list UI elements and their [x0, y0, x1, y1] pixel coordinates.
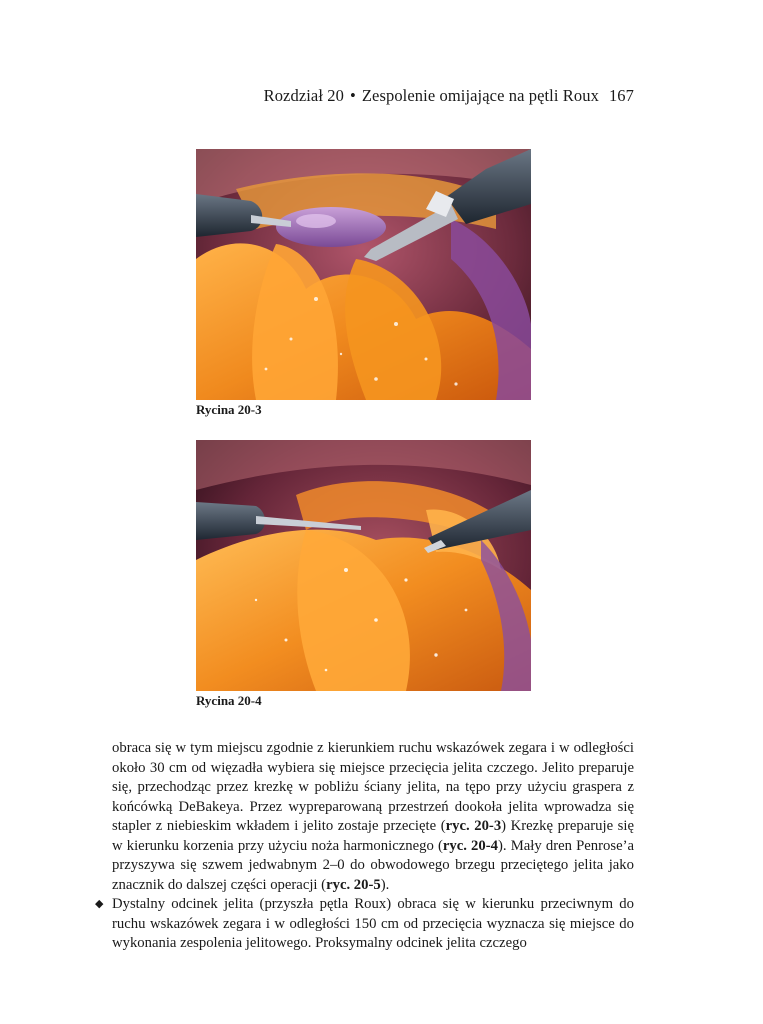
page-number: 167	[608, 86, 634, 105]
header-separator: •	[349, 86, 356, 105]
figure-20-3-caption: Rycina 20-3	[196, 402, 262, 417]
paragraph-1-text: obraca się w tym miejscu zgodnie z kierunkiem ruchu wskazówek zegara i w odległości około 30 cm od więzadła wybiera się miejsce przecięcia jelita czczego. Jelito preparuje się, przechodząc przez krezkę w pobliżu ściany jelita, na tępo przy użyciu graspera z końcówką DeBakeya. Przez wypreparowaną przestrzeń dookoła jelita wprowadza się stapler z niebieskim wkładem i jelito zostaje przecięte (	[112, 740, 634, 834]
running-header	[0, 86, 634, 106]
figure-reference: ryc. 20-5	[326, 876, 381, 893]
figure-20-4	[196, 440, 531, 691]
paragraph-1-text: ). Mały dren Penrose’a przyszywa się szwem jedwabnym 2–0 do obwodowego brzegu przeciętego jelita jako znacznik do dalszej części operacji (	[112, 837, 635, 893]
body-text	[95, 739, 635, 954]
figure-20-3-image	[196, 149, 531, 400]
bullet-item	[95, 895, 634, 954]
figure-reference: ryc. 20-3	[445, 818, 502, 834]
chapter-label: Rozdział 20	[263, 86, 344, 105]
paragraph-1	[112, 739, 634, 895]
figure-20-4-caption: Rycina 20-4	[196, 693, 262, 708]
figure-reference: ryc. 20-4	[442, 837, 498, 854]
figure-20-4-image	[196, 440, 531, 691]
bullet-diamond-icon: ◆	[95, 898, 104, 910]
chapter-title: Zespolenie omijające na pętli Roux	[361, 86, 599, 105]
paragraph-1-text: ) Krezkę preparuje się w kierunku korzenia przy użyciu noża harmonicznego (	[112, 818, 634, 854]
figure-20-3	[196, 149, 531, 400]
paragraph-1-text: ).	[380, 876, 390, 893]
bullet-item-text: Dystalny odcinek jelita (przyszła pętla Roux) obraca się w kierunku przeciwnym do ruchu wskazówek zegara i w odległości 150 cm od przecięcia wyznacza się miejsce do wykonania zespolenia jelitowego. Proksymalny odcinek jelita czczego	[112, 896, 634, 951]
